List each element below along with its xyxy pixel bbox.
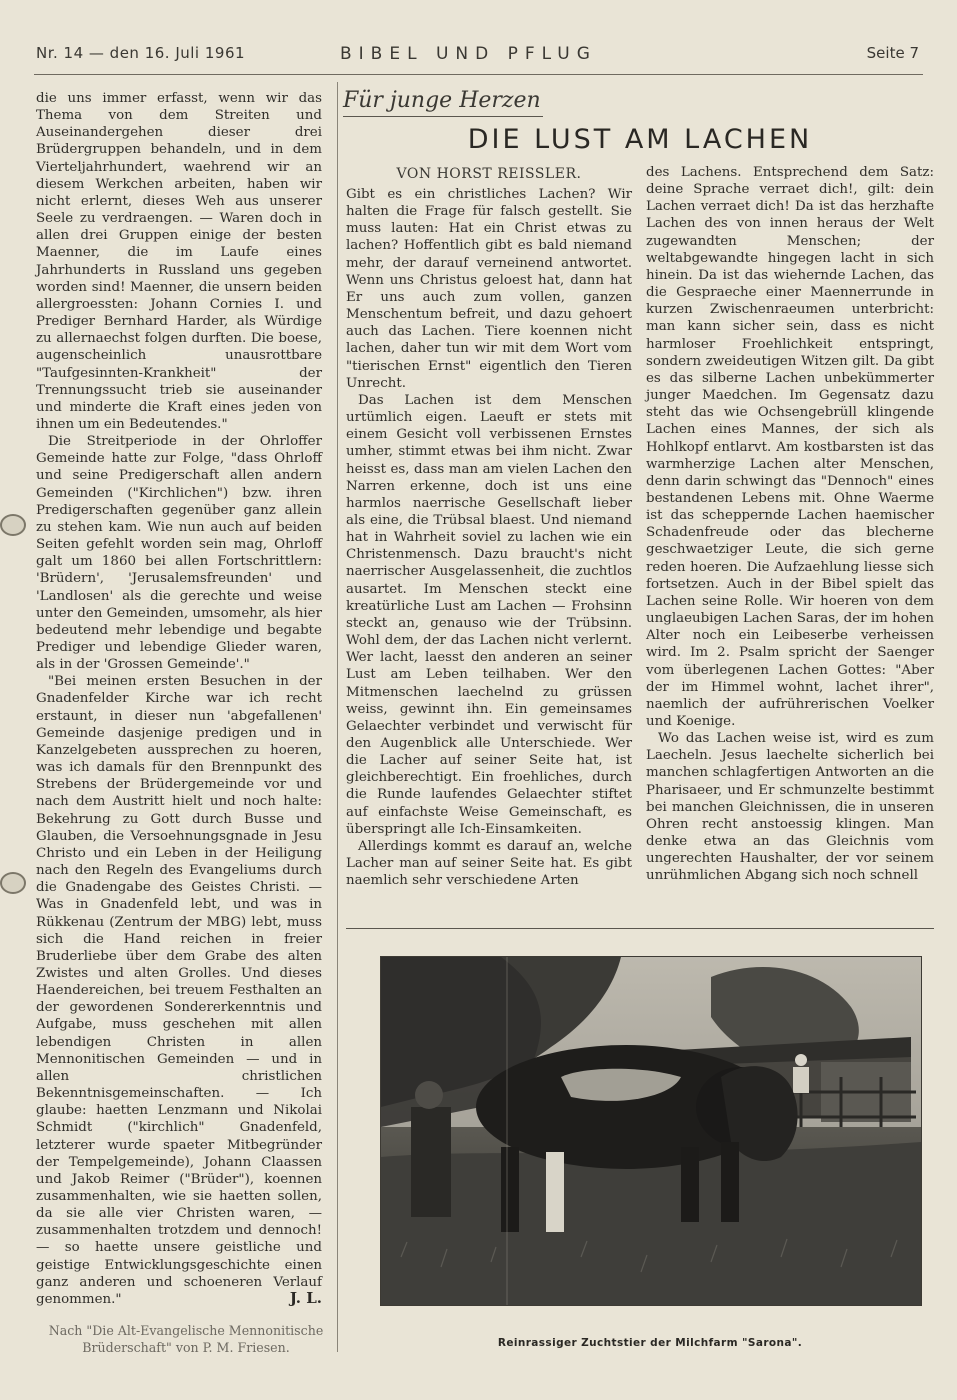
issue-date: Nr. 14 — den 16. Juli 1961 — [36, 44, 246, 62]
column-2 — [346, 186, 632, 889]
paragraph: Das Lachen ist dem Menschen urtümlich eigen. Laeuft er stets mit einem Gesicht voll verbissenen Ernstes umher, stimmt etwas bei ihm nicht. Zwar heisst es, dass man am vielen Lachen den Narren erkenne, doch ist uns eine harmlos naerrische Gesellschaft lieber als eine, die Trübsal blaest. Und niemand hat in Wahrheit soviel zu lachen wie ein Christenmensch. Dazu braucht's nicht naerrischer Ausgelassenheit, die zuchtlos ausartet. Im Menschen steckt eine kreatürliche Lust am Lachen — Frohsinn steckt an, genauso wie der Trübsinn. Wohl dem, der das Lachen nicht verlernt. Wer lacht, laesst den anderen an seiner Lust am Leben teilhaben. Wer den Mitmenschen laechelnd zu grüssen weiss, gewinnt ihn. Ein gemeinsames Gelaechter verbindet und verwischt für den Augenblick alle Unterschiede. Wer die Lacher auf seiner Seite hat, ist gleichberechtigt. Ein froehliches, durch die Runde laufendes Gelaechter stiftet auf einfachste Weise Gemeinschaft, es überspringt alle Ich-Einsamkeiten. — [346, 392, 632, 837]
article-title: DIE LUST AM LACHEN — [467, 124, 813, 155]
article-byline: VON HORST REISSLER. — [396, 166, 582, 182]
column-1 — [36, 90, 322, 1308]
page-number: Seite 7 — [866, 44, 919, 62]
column-divider — [337, 82, 338, 1352]
header-rule — [34, 74, 923, 75]
source-note: Nach "Die Alt-Evangelische Mennonitische Brüderschaft" von P. M. Friesen. — [48, 1323, 324, 1355]
photo-caption: Reinrassiger Zuchtstier der Milchfarm "Sarona". — [497, 1337, 803, 1349]
paragraph: des Lachens. Entsprechend dem Satz: deine Sprache verraet dich!, gilt: dein Lachen verraet dich! Da ist das herzhafte Lachen des von innen heraus der Welt zugewandten Menschen; der weltabgewandte hingegen lacht in sich hinein. Da ist das wiehernde Lachen, das die Gespraeche einer Maennerrunde in kurzen Zwischenraeumen unterbricht: man kann sicher sein, dass es nicht harmloser Froehlichkeit entspringt, sondern zweideutigen Witzen gilt. Da gibt es das silberne Lachen unbekümmerter junger Maedchen. Im Gegensatz dazu steht das wie Ochsengebrüll klingende Lachen eines Mannes, der sich als Hohlkopf entlarvt. Am kostbarsten ist das warmherzige Lachen alter Menschen, denn darin schwingt das "Dennoch" eines bestandenen Lebens mit. Ohne Waerme ist das scheppernde Lachen haemischer Schadenfreude oder das blecherne geschwaetziger Leute, die sich gerne reden hoeren. Die Aufzaehlung liesse sich fortsetzen. Auch in der Bibel spielt das Lachen seine Rolle. Wir hoeren von dem unglaeubigen Lachen Saras, der im hohen Alter noch ein Leibeserbe verheissen wird. Im 2. Psalm spricht der Saenger vom überlegenen Lachen Gottes: "Aber der im Himmel wohnt, lachet ihrer", naemlich der aufrührerischen Voelker und Koenige. — [646, 165, 934, 729]
photo-rule — [346, 928, 934, 929]
punch-hole — [0, 514, 26, 536]
section-kicker: Für junge Herzen — [343, 88, 541, 113]
paragraph: Wo das Lachen weise ist, wird es zum Laecheln. Jesus laechelte sicherlich bei manchen schlagfertigen Antworten an die Pharisaeer, und Er schmunzelte bestimmt bei manchen Gleichnissen, die in unseren Ohren recht anstoessig klingen. Man denke etwa an das Gleichnis vom ungerechten Haushalter, der vor seinem unrühmlichen Abgang sich noch schnell — [646, 731, 934, 884]
paragraph: Allerdings kommt es darauf an, welche Lacher man auf seiner Seite hat. Es gibt naemlich sehr verschiedene Arten — [346, 838, 632, 889]
paragraph: die uns immer erfasst, wenn wir das Thema von dem Streiten und Auseinandergehen dieser drei Brüdergruppen behandeln, und in dem Vierteljahrhundert, waehrend wir an diesem Werkchen arbeiten, haben wir nicht erlernt, dieses Weh aus unserer Seele zu verdraengen. — Waren doch in allen drei Gruppen einige der besten Maenner, die im Laufe eines Jahrhunderts in Russland uns gegeben worden sind! Maenner, die unsern beiden allergroessten: Johann Cornies I. und Prediger Bernhard Harder, als Würdige zu allernaechst folgen durften. Die boese, augenscheinlich unausrottbare "Taufgesinnten-Krankheit" der Trennungssucht trieb sie auseinander und minderte die Kraft eines jeden von ihnen um ein Bedeutendes." — [36, 91, 322, 432]
paragraph: "Bei meinen ersten Besuchen in der Gnadenfelder Kirche war ich recht erstaunt, in dieser nun 'abgefallenen' Gemeinde dasjenige predigen und in Kanzelgebeten aussprechen zu hoeren, was ich damals für den Brennpunkt des Strebens der Brüdergemeinde vor und nach dem Austritt hielt und noch halte: Bekehrung zu Gott durch Busse und Glauben, die Versoehnungsgnade in Jesu Christo und ein Leben in der Heiligung nach den Regeln des Evangeliums durch die Gnadengabe des Geistes Christi. — Was in Gnadenfeld lebt, und was in Rükkenau (Zentrum der MBG) lebt, muss sich die Hand reichen in freier Bruderliebe über dem Grabe des alten Zwistes und alten Grolles. Und dieses Haendereichen, bei treuem Festhalten an der gewordenen Sondererkenntnis und Aufgabe, muss geschehen mit allen lebendigen Christen in allen Mennonitischen Gemeinden — und in allen christlichen Bekenntnisgemeinschaften. — Ich glaube: haetten Lenzmann und Nikolai Schmidt ("kirchlich" Gnadenfeld, letzterer wurde spaeter Mitbegründer der Tempelgemeinde), Johann Claassen und Jakob Reimer ("Brüder"), koennen zusammenhalten, wie sie haetten sollen, da sie alle vier Christen waren, — zusammenhalten trotzdem und dennoch! — so haette unsere geistliche und geistige Entwicklungsgeschichte einen ganz anderen und schoeneren Verlauf genommen." — [36, 674, 322, 1307]
kicker-underline — [343, 116, 543, 117]
paragraph: Die Streitperiode in der Ohrloffer Gemeinde hatte zur Folge, "dass Ohrloff und seine Predigerschaft allen andern Gemeinden ("Kirchlichen") bzw. ihren Predigerschaften gegenüber ganz allein zu stehen kam. Wie nun auch auf beiden Seiten gefehlt worden sein mag, Ohrloff galt um 1860 bei allen Fortschrittlern: 'Brüdern', 'Jerusalemsfreunden' und 'Landlosen' als die gerechte und weise unter den Gemeinden, umsomehr, als hier bedeutend mehr lebendige und begabte Prediger und lebendige Glieder waren, als in der 'Grossen Gemeinde'." — [36, 434, 322, 673]
author-signature: J. L. — [289, 1289, 322, 1307]
column-3 — [646, 164, 934, 885]
publication-title: BIBEL UND PFLUG — [340, 44, 597, 64]
bull-photo — [380, 956, 922, 1306]
paragraph: Gibt es ein christliches Lachen? Wir halten die Frage für falsch gestellt. Sie muss lauten: Hat ein Christ etwas zu lachen? Hoffentlich gibt es bald niemand mehr, der darauf verneinend antwortet. Wenn uns Christus geloest hat, dann hat Er uns auch zum vollen, ganzen Menschentum befreit, und dazu gehoert auch das Lachen. Tiere koennen nicht lachen, daher tun wir mit dem Wort vom "tierischen Ernst" eigentlich den Tieren Unrecht. — [346, 187, 632, 391]
punch-hole — [0, 872, 26, 894]
